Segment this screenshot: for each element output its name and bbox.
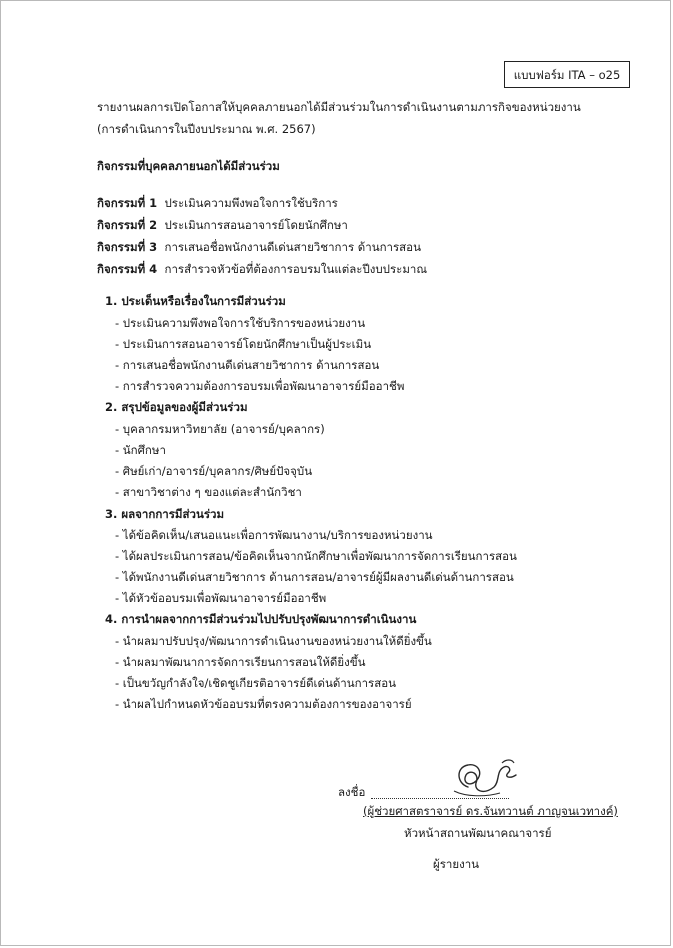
section-heading: 1. ประเด็นหรือเรื่องในการมีส่วนร่วม xyxy=(105,294,286,308)
activity-text: การสำรวจหัวข้อที่ต้องการอบรมในแต่ละปีงบประมาณ xyxy=(164,262,428,276)
section-item: - ได้พนักงานดีเด่นสายวิชาการ ด้านการสอน/อาจารย์ผู้มีผลงานดีเด่นด้านการสอน xyxy=(115,570,514,584)
activity-item xyxy=(97,261,427,277)
activity-text: การเสนอชื่อพนักงานดีเด่นสายวิชาการ ด้านการสอน xyxy=(164,240,421,254)
section-item: - การเสนอชื่อพนักงานดีเด่นสายวิชาการ ด้านการสอน xyxy=(115,358,380,372)
signatory-name: (ผู้ช่วยศาสตราจารย์ ดร.จันทวานต์ ภาญจนเวทางค์) xyxy=(363,804,618,818)
section-item: - ประเมินความพึงพอใจการใช้บริการของหน่วยงาน xyxy=(115,316,366,330)
section-item: - เป็นขวัญกำลังใจ/เชิดชูเกียรติอาจารย์ดีเด่นด้านการสอน xyxy=(115,676,396,690)
section-heading: 3. ผลจากการมีส่วนร่วม xyxy=(105,507,225,521)
section-item: - ได้ข้อคิดเห็น/เสนอแนะเพื่อการพัฒนางาน/บริการของหน่วยงาน xyxy=(115,528,433,542)
activity-text: ประเมินความพึงพอใจการใช้บริการ xyxy=(164,196,338,210)
activity-text: ประเมินการสอนอาจารย์โดยนักศึกษา xyxy=(164,218,348,232)
activity-item xyxy=(97,195,338,211)
activity-item xyxy=(97,239,421,255)
activity-label: กิจกรรมที่ 4 xyxy=(97,262,158,276)
form-code-box: แบบฟอร์ม ITA – o25 xyxy=(504,61,630,88)
section-item: - ได้ผลประเมินการสอน/ข้อคิดเห็นจากนักศึกษาเพื่อพัฒนาการจัดการเรียนการสอน xyxy=(115,549,517,563)
activities-heading: กิจกรรมที่บุคคลภายนอกได้มีส่วนร่วม xyxy=(97,159,280,173)
section-heading: 4. การนำผลจากการมีส่วนร่วมไปปรับปรุงพัฒนาการดำเนินงาน xyxy=(105,612,417,626)
section-item: - ประเมินการสอนอาจารย์โดยนักศึกษาเป็นผู้ประเมิน xyxy=(115,337,372,351)
section-item: - นำผลไปกำหนดหัวข้ออบรมที่ตรงความต้องการของอาจารย์ xyxy=(115,697,412,711)
section-item: - บุคลากรมหาวิทยาลัย (อาจารย์/บุคลากร) xyxy=(115,422,325,436)
section-item: - นำผลมาปรับปรุง/พัฒนาการดำเนินงานของหน่วยงานให้ดียิ่งขึ้น xyxy=(115,634,432,648)
section-item: - นักศึกษา xyxy=(115,443,166,457)
activity-item xyxy=(97,217,348,233)
section-item: - สาขาวิชาต่าง ๆ ของแต่ละสำนักวิชา xyxy=(115,485,302,499)
reporter-label: ผู้รายงาน xyxy=(433,857,480,871)
section-heading: 2. สรุปข้อมูลของผู้มีส่วนร่วม xyxy=(105,400,248,414)
sign-label: ลงชื่อ xyxy=(338,785,366,799)
activity-label: กิจกรรมที่ 3 xyxy=(97,240,158,254)
activity-label: กิจกรรมที่ 2 xyxy=(97,218,158,232)
report-subtitle: (การดำเนินการในปีงบประมาณ พ.ศ. 2567) xyxy=(97,122,316,136)
section-item: - ได้หัวข้ออบรมเพื่อพัฒนาอาจารย์มืออาชีพ xyxy=(115,591,327,605)
signatory-position: หัวหน้าสถานพัฒนาคณาจารย์ xyxy=(404,826,552,840)
handwritten-signature xyxy=(446,753,526,803)
section-item: - การสำรวจความต้องการอบรมเพื่อพัฒนาอาจารย์มืออาชีพ xyxy=(115,379,405,393)
section-item: - ศิษย์เก่า/อาจารย์/บุคลากร/ศิษย์ปัจจุบัน xyxy=(115,464,313,478)
report-title: รายงานผลการเปิดโอกาสให้บุคคลภายนอกได้มีส่วนร่วมในการดำเนินงานตามภารกิจของหน่วยงาน xyxy=(97,100,581,114)
activity-label: กิจกรรมที่ 1 xyxy=(97,196,158,210)
signature-line xyxy=(371,798,509,799)
section-item: - นำผลมาพัฒนาการจัดการเรียนการสอนให้ดียิ่งขึ้น xyxy=(115,655,366,669)
